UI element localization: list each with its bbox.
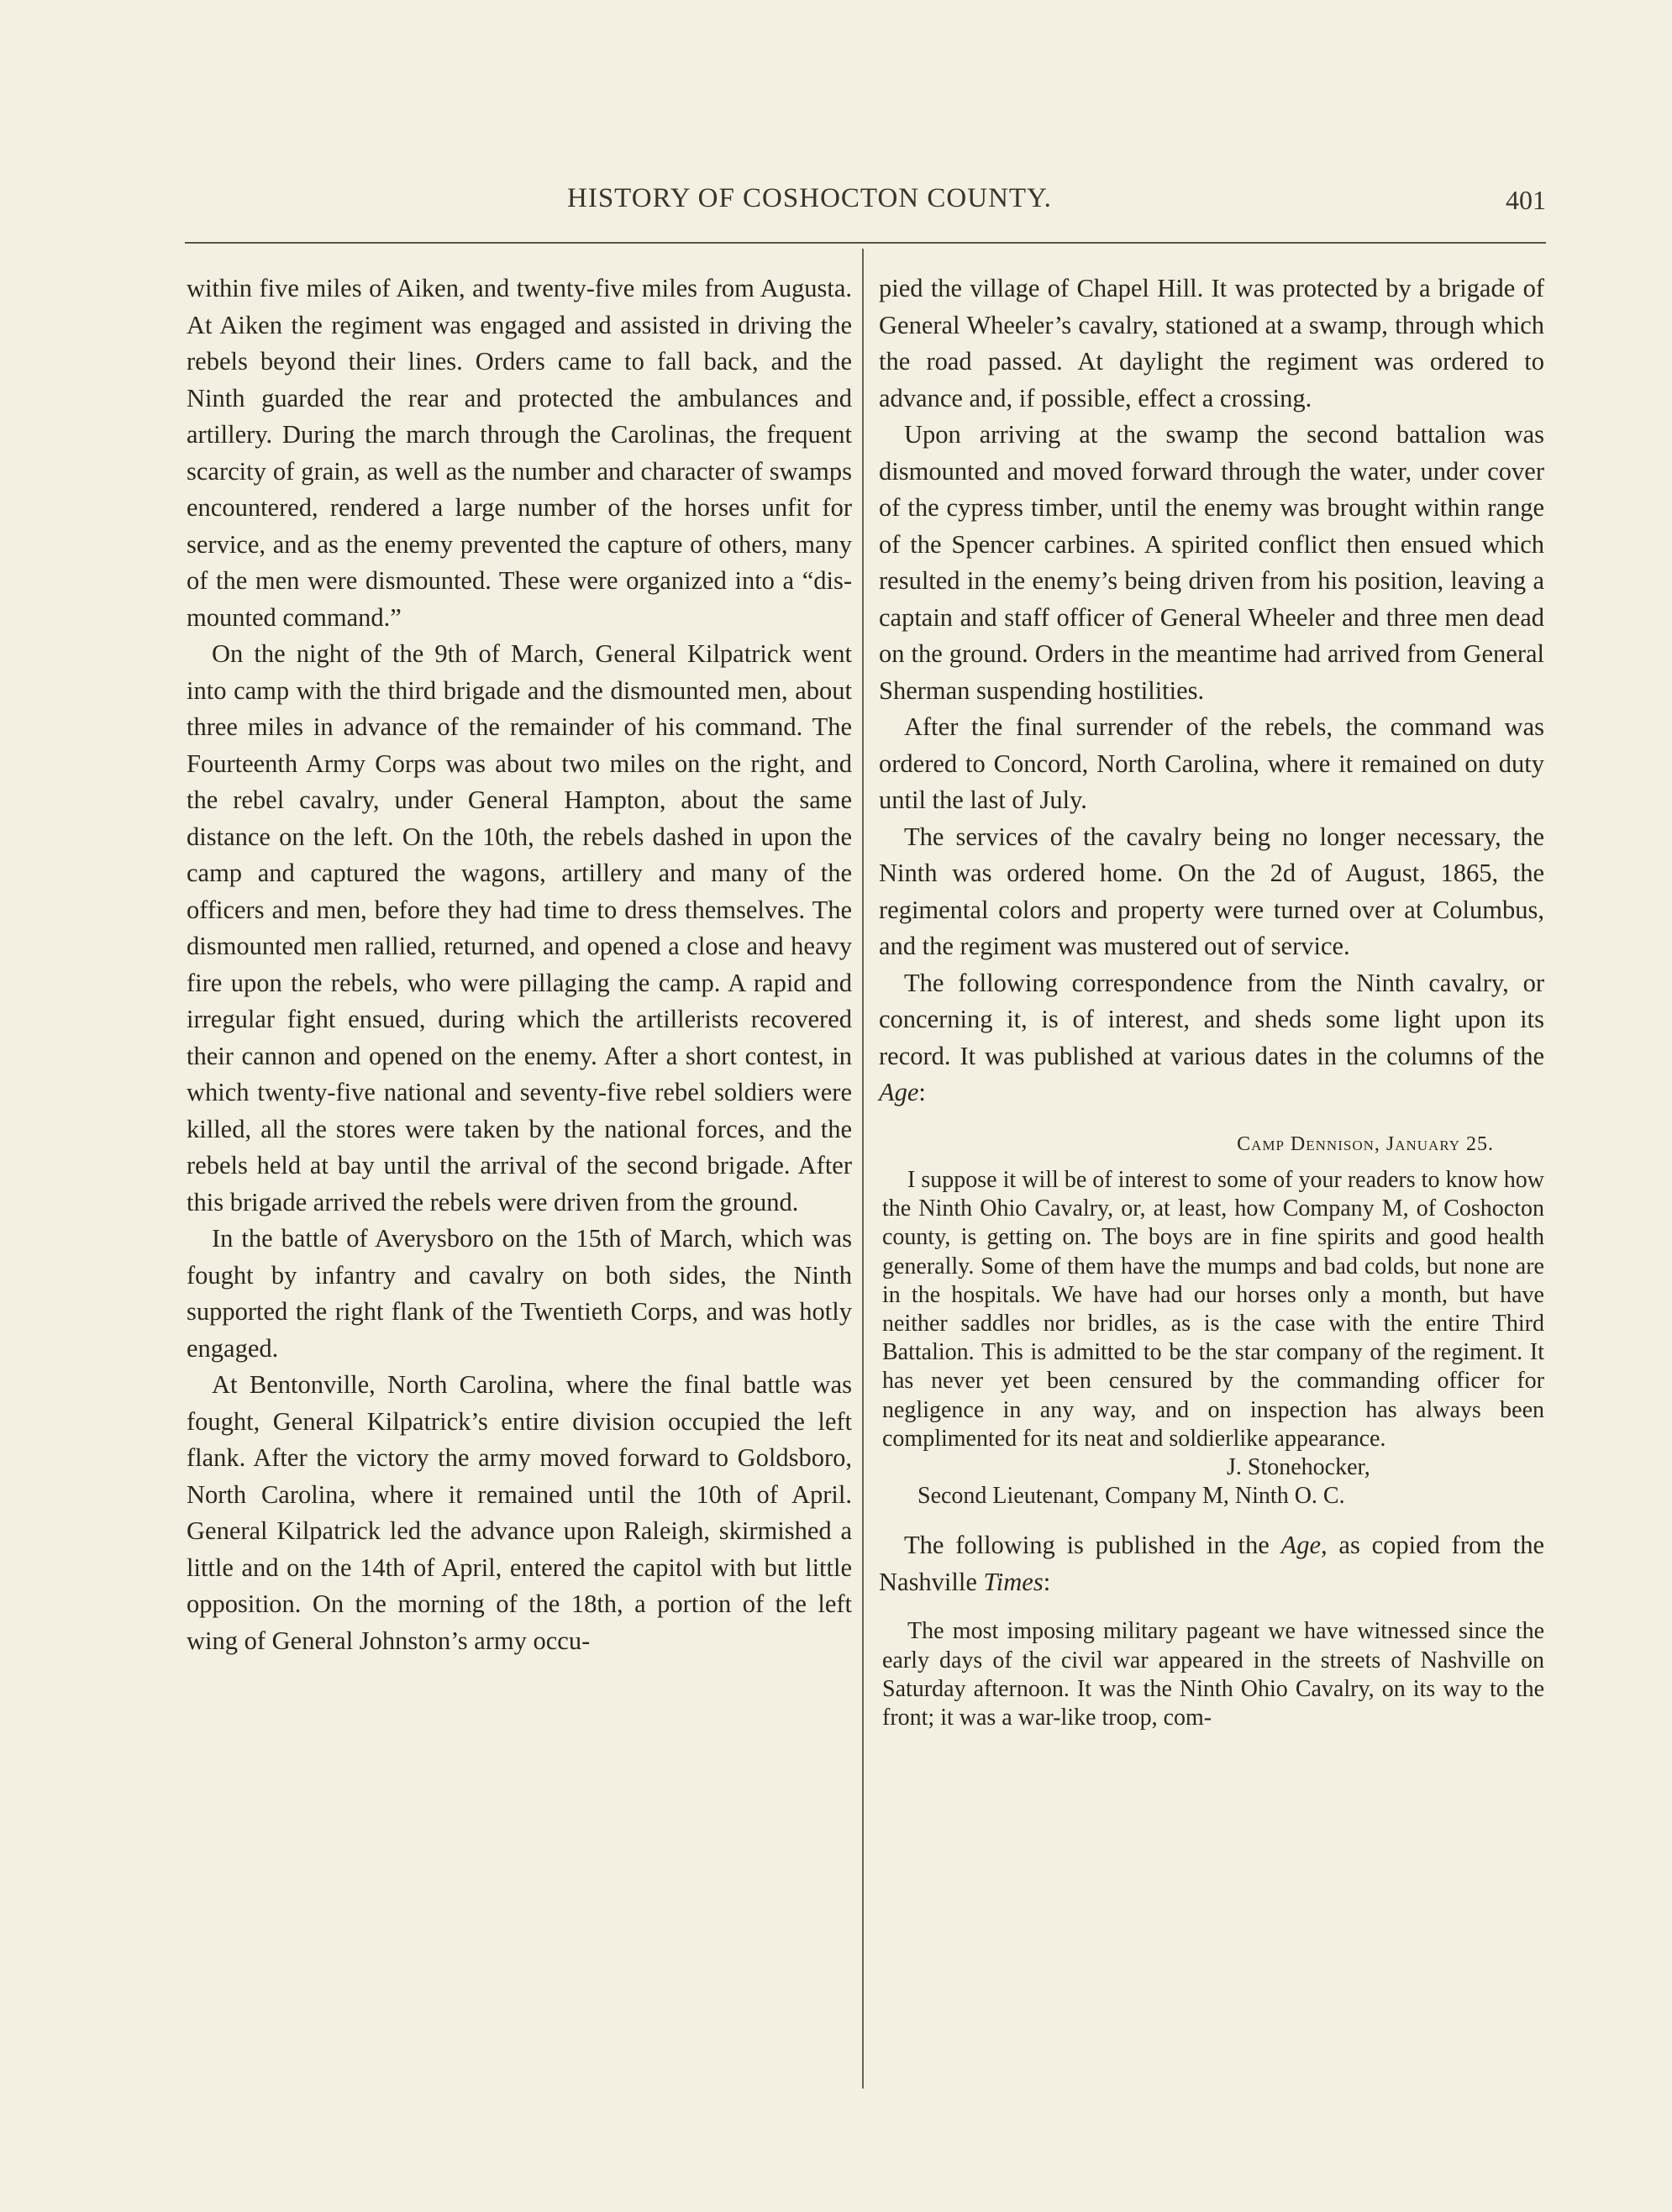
paragraph: After the final surrender of the rebels, the command was ordered to Concord, North Carolina, where it remained on duty until the last of July. [879,712,1544,814]
letter-signature [879,1453,1544,1511]
paragraph: At Bentonville, North Carolina, where the final battle was fought, General Kilpatrick’s entire division occupied the left flank. After the victory the army moved forward to Goldsboro, North Carolina, where it remained until the 10th of April. General Kilpatrick led the advance upon Raleigh, skirmished a little and on the 14th of April, entered the capitol with but little opposition. On the morning of the 18th, a portion of the left wing of General Johnston’s army occu- [187,1370,852,1655]
letter-body: I suppose it will be of interest to some of your readers to know how the Ninth Ohio Cavalry, or, at least, how Company M, of Coshocton county, is getting on. The boys are in fine spirits and good health generally. Some of them have the mumps and bad colds, but none are in the hospitals. We have had our horses only a month, but have neither saddles nor bridles, as is the case with the entire Third Battalion. This is admitted to be the star company of the regiment. It has never yet been censured by the commanding officer for negligence in any way, and on inspection has always been complimented for its neat and soldierlike appearance. [882,1167,1544,1452]
left-column [187,271,852,1659]
paragraph [879,965,1544,1111]
paragraph: Upon arriving at the swamp the second battalion was dismounted and moved forward through the water, under cover of the cypress timber, until the enemy was brought within range of the Spencer carbines. A spirited conflict then ensued which resulted in the enemy’s being driven from his position, leaving a captain and staff officer of General Wheeler and three men dead on the ground. Orders in the meantime had arrived from General Sherman suspending hostilities. [879,420,1544,705]
text-run: : [1043,1567,1051,1596]
paragraph: In the battle of Averysboro on the 15th of March, which was fought by infantry and cavalry on both sides, the Ninth supported the right flank of the Twentieth Corps, and was hotly engaged. [187,1224,852,1363]
signature-rank: Second Lieutenant, Company M, Ninth O. C. [917,1483,1345,1510]
right-column [879,271,1544,1732]
paragraph [879,1527,1544,1600]
italic-title: Age [879,1078,919,1106]
page-number: 401 [1506,185,1546,215]
header-rule [185,242,1546,244]
quoted-article: The most imposing military pageant we have witnessed since the early days of the civil war appeared in the streets of Nashville on Saturday afternoon. It was the Ninth Ohio Cavalry, on its way to the front; it was a war-like troop, com- [882,1618,1544,1731]
running-title: HISTORY OF COSHOCTON COUNTY. [567,183,1052,213]
paragraph: within five miles of Aiken, and twenty-five miles from Augusta. At Aiken the regiment was engaged and assisted in driving the rebels beyond their lines. Orders came to fall back, and the Ninth guarded the rear and protected the ambulances and artillery. During the march through the Carolinas, the frequent scarcity of grain, as well as the number and character of swamps encountered, rendered a large number of the horses unfit for service, and as the enemy prevented the capture of others, many of the men were dismounted. These were organized into a “dismounted command.” [187,274,852,632]
running-header [185,183,1546,234]
italic-title: Age, [1280,1531,1328,1560]
italic-title: Times [983,1567,1044,1596]
paragraph: On the night of the 9th of March, General Kilpatrick went into camp with the third brigade and the dismounted men, about three miles in advance of the remainder of his command. The Fourteenth Army Corps was about two miles on the right, and the rebel cavalry, under General Hampton, about the same distance on the left. On the 10th, the rebels dashed in upon the camp and captured the wagons, artillery and many of the officers and men, before they had time to dress themselves. The dismounted men rallied, returned, and opened a close and heavy fire upon the rebels, who were pillaging the camp. A rapid and irregular fight ensued, during which the artillerists recovered their cannon and opened on the enemy. After a short contest, in which twenty-five national and seventy-five rebel soldiers were killed, all the stores were taken by the national forces, and the rebels held at bay until the arrival of the second brigade. After this brigade arrived the rebels were driven from the ground. [187,639,852,1216]
column-divider [862,249,864,2089]
text-run: The following correspondence from the Ninth cavalry, or concerning it, is of interest, and sheds some light upon its record. It was published at various dates in the columns of the [879,968,1544,1070]
spacer [879,1600,1544,1617]
text-run: The following is published in the [904,1531,1281,1560]
spacer [879,1511,1544,1527]
text-run: as copied from the Nashville [879,1531,1544,1596]
paragraph: The services of the cavalry being no longer necessary, the Ninth was ordered home. On the 2d of August, 1865, the regimental colors and property were turned over at Columbus, and the regiment was mustered out of service. [879,822,1544,960]
paragraph: pied the village of Chapel Hill. It was protected by a brigade of General Wheeler’s cavalry, stationed at a swamp, through which the road passed. At daylight the regiment was ordered to advance and, if possible, effect a crossing. [879,274,1544,412]
letter-dateline: Camp Dennison, January 25. [1237,1132,1494,1155]
signature-name: J. Stonehocker, [1227,1454,1370,1481]
text-run: : [918,1078,926,1106]
